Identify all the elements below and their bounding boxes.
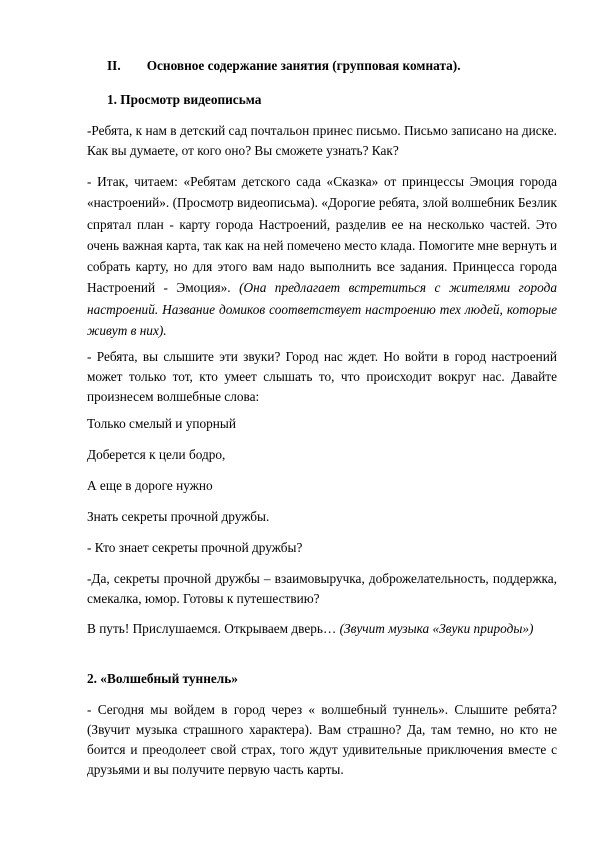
section-heading <box>107 56 461 76</box>
paragraph-5: -Да, секреты прочной дружбы – взаимовыручка, доброжелательность, поддержка, смекалка, юмор. Готовы к путешествию? <box>87 571 557 606</box>
poem-line-4: Знать секреты прочной дружбы. <box>87 509 270 524</box>
paragraph-3: - Ребята, вы слышите эти звуки? Город нас ждет. Но войти в город настроений может только тот, кто умеет слышать то, что происходит вокруг нас. Давайте произнесем волшебные слова: <box>87 349 557 404</box>
section-title: Основное содержание занятия (групповая комната). <box>146 58 461 73</box>
paragraph-2 <box>87 171 557 341</box>
paragraph-2-text: - Итак, читаем: «Ребятам детского сада «Сказка» от принцессы Эмоция города «настроений». (Просмотр видеописьма). «Дорогие ребята, злой волшебник Безлик спрятал план - карту города Настроений, разделив ее на несколько частей. Это очень важная карта, так как на ней помечено место клада. Помогите мне вернуть и собрать карту, но для этого вам надо выполнить все задания. Принцесса города Настроений - Эмоция». <box>87 174 557 296</box>
paragraph-2-note: (Она предлагает встретиться с жителями города настроений. Название домиков соответствует настроению тех людей, которые живут в них). <box>87 280 558 339</box>
paragraph-6-note: (Звучит музыка «Звуки природы») <box>339 621 534 636</box>
section-number: II. <box>107 58 121 73</box>
paragraph-7: - Сегодня мы войдем в город через « волшебный туннель». Слышите ребята? (Звучит музыка страшного характера). Вам страшно? Да, там темно, но кто не боится и преодолеет свой страх, того ждут удивительные приключения вместе с друзьями и вы получите первую часть карты. <box>87 702 557 777</box>
poem-line-1: Только смелый и упорный <box>87 416 236 431</box>
subsection-heading-2: 2. «Волшебный туннель» <box>87 671 238 686</box>
poem-line-2: Доберется к цели бодро, <box>87 447 226 462</box>
paragraph-6 <box>87 619 557 639</box>
paragraph-4: - Кто знает секреты прочной дружбы? <box>87 540 303 555</box>
subsection-heading-1: 1. Просмотр видеописьма <box>107 92 262 107</box>
poem-line-3: А еще в дороге нужно <box>87 478 213 493</box>
paragraph-1: -Ребята, к нам в детский сад почтальон принес письмо. Письмо записано на диске. Как вы думаете, от кого оно? Вы сможете узнать? Как? <box>87 123 557 158</box>
paragraph-6-text: В путь! Прислушаемся. Открываем дверь… <box>87 621 340 636</box>
